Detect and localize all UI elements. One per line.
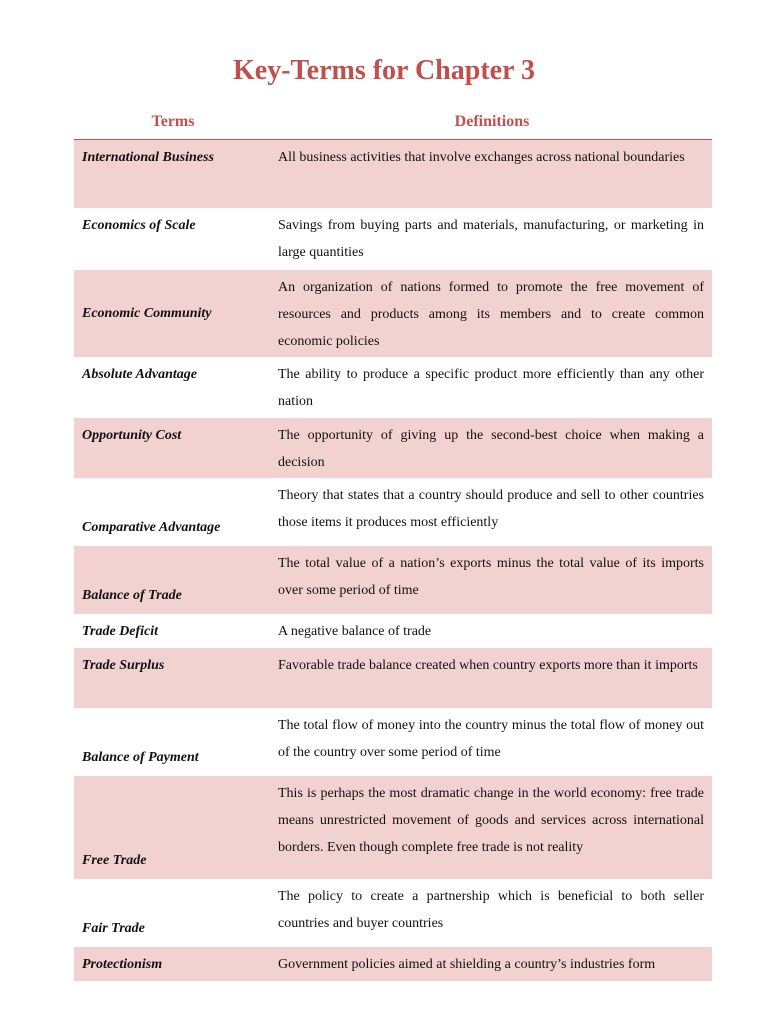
table-row xyxy=(74,614,712,648)
term-text: Trade Deficit xyxy=(82,624,159,639)
term-cell xyxy=(74,418,272,478)
term-cell xyxy=(74,648,272,708)
page-title: Key-Terms for Chapter 3 xyxy=(233,55,535,86)
term-cell xyxy=(74,879,272,947)
term-text: Protectionism xyxy=(82,957,163,972)
table-row xyxy=(74,270,712,357)
term-cell xyxy=(74,357,272,418)
term-cell xyxy=(74,140,272,208)
table-body xyxy=(74,140,712,981)
term-cell xyxy=(74,546,272,614)
definition-cell: All business activities that involve exchanges across national boundaries xyxy=(278,150,685,165)
term-cell xyxy=(74,208,272,270)
definition-cell: The policy to create a partnership which is beneficial to both seller countries and buyer countries xyxy=(278,889,704,931)
header-definitions: Definitions xyxy=(454,113,530,130)
term-text: Free Trade xyxy=(82,853,147,868)
term-text: Trade Surplus xyxy=(82,658,165,673)
definition-cell: This is perhaps the most dramatic change in the world economy: free trade means unrestricted movement of goods and services across international borders. Even though complete free trade is not reality xyxy=(278,786,704,855)
term-text: Economics of Scale xyxy=(82,218,196,233)
definition-cell: The total flow of money into the country minus the total flow of money out of the country over some period of time xyxy=(278,718,704,760)
term-text: Comparative Advantage xyxy=(82,520,221,535)
table-row xyxy=(74,879,712,947)
table-row xyxy=(74,947,712,981)
term-cell xyxy=(74,270,272,357)
table-row xyxy=(74,140,712,208)
term-text: Fair Trade xyxy=(82,921,145,936)
header-terms: Terms xyxy=(151,113,195,130)
term-text: Absolute Advantage xyxy=(82,367,197,382)
term-cell xyxy=(74,708,272,776)
term-text: Economic Community xyxy=(82,305,212,321)
definition-cell: A negative balance of trade xyxy=(278,624,432,639)
table-row xyxy=(74,546,712,614)
definition-cell: Favorable trade balance created when country exports more than it imports xyxy=(278,658,698,673)
definition-cell: Government policies aimed at shielding a country’s industries form xyxy=(278,957,656,972)
definition-cell: The total value of a nation’s exports minus the total value of its imports over some period of time xyxy=(278,556,704,598)
definition-cell: An organization of nations formed to promote the free movement of resources and products among its members and to create common economic policies xyxy=(278,280,704,349)
table-row xyxy=(74,357,712,418)
table-header-row xyxy=(74,106,712,140)
term-cell xyxy=(74,478,272,546)
definition-cell: The opportunity of giving up the second-best choice when making a decision xyxy=(278,428,704,470)
term-text: International Business xyxy=(82,150,214,165)
table-row xyxy=(74,648,712,708)
term-cell xyxy=(74,776,272,879)
definition-cell: The ability to produce a specific product more efficiently than any other nation xyxy=(278,367,704,409)
term-text: Balance of Trade xyxy=(82,588,182,603)
term-text: Opportunity Cost xyxy=(82,428,182,443)
table-row xyxy=(74,708,712,776)
term-cell xyxy=(74,947,272,981)
definition-cell: Theory that states that a country should produce and sell to other countries those items it produces most efficiently xyxy=(278,488,704,530)
definition-cell: Savings from buying parts and materials, manufacturing, or marketing in large quantities xyxy=(278,218,704,260)
term-text: Balance of Payment xyxy=(82,750,199,765)
key-terms-table xyxy=(74,106,712,981)
term-cell xyxy=(74,614,272,648)
table-row xyxy=(74,418,712,478)
table-row xyxy=(74,208,712,270)
table-row xyxy=(74,776,712,879)
table-row xyxy=(74,478,712,546)
